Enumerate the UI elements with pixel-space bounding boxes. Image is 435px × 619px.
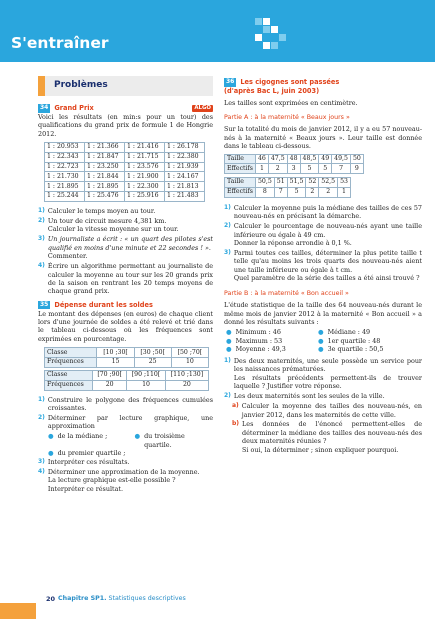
table-cell: 3 bbox=[287, 164, 300, 174]
lap-times-table bbox=[44, 142, 205, 202]
table-cell: 52,5 bbox=[319, 178, 338, 188]
question: 1) Calculer la moyenne puis la médiane des tailles de ces 57 nouveau-nés en précisant la démarche. bbox=[224, 203, 422, 221]
table-cell: 1 : 21.939 bbox=[165, 162, 205, 172]
exercise-34-title bbox=[38, 104, 213, 113]
table-cell: 47,5 bbox=[268, 154, 287, 164]
question: 3) Interpréter ces résultats. bbox=[38, 457, 130, 466]
bullet-group: ● de la médiane ; ● du troisième quartile. ● du premier quartile ; bbox=[48, 432, 185, 458]
exercise-35-title bbox=[38, 301, 213, 310]
table-cell: 49 bbox=[319, 154, 332, 164]
sizes-table-1 bbox=[224, 154, 364, 175]
table-cell: Taille bbox=[225, 178, 256, 188]
banner-title: S'entraîner bbox=[11, 34, 109, 52]
table-row bbox=[45, 143, 205, 153]
table-cell: 1 : 25.476 bbox=[85, 192, 125, 202]
table-cell: 1 : 21.895 bbox=[45, 182, 85, 192]
table-cell: 20 bbox=[93, 380, 127, 390]
exercise-intro: Voici les résultats (en min:s pour un tour) des qualifications du grand prix de formule 1 de Hongrie 2012. bbox=[38, 112, 213, 138]
table-row bbox=[45, 182, 205, 192]
part-b-title: Partie B : à la maternité « Bon accueil » bbox=[224, 289, 349, 297]
table-cell: 51 bbox=[274, 178, 287, 188]
table-cell: 1 : 23.576 bbox=[125, 162, 165, 172]
table-cell: Fréquences bbox=[45, 358, 97, 368]
table-cell: 15 bbox=[97, 358, 134, 368]
table-cell: 1 : 21.730 bbox=[45, 172, 85, 182]
question: 3) Parmi toutes ces tailles, déterminer la plus petite taille t telle qu'au moins les trois quarts des nouveau-nés aient une taille inférieure ou égale à t cm. Quel paramètre de la série des tailles a été ainsi trouvé ? bbox=[224, 248, 422, 283]
table-cell: 1 : 22.380 bbox=[165, 152, 205, 162]
question: 2) Déterminer par lecture graphique, une approximation bbox=[38, 413, 213, 431]
table-row bbox=[45, 172, 205, 182]
table-cell: 5 bbox=[300, 164, 319, 174]
exercise-subtitle: (d'après Bac L, juin 2003) bbox=[224, 86, 320, 95]
table-cell: Taille bbox=[225, 154, 256, 164]
table-cell: 1 : 26.178 bbox=[165, 143, 205, 153]
table-cell: 50 bbox=[350, 154, 363, 164]
table-cell: Fréquences bbox=[45, 380, 93, 390]
stat-item: ● Maximum : 53 bbox=[226, 336, 283, 345]
question: 2) Les deux maternités sont les seules de la ville. bbox=[224, 392, 385, 401]
table-cell: 48 bbox=[287, 154, 300, 164]
table-cell: 2 bbox=[306, 187, 319, 197]
table-cell: 1 : 25.916 bbox=[125, 192, 165, 202]
table-row bbox=[45, 162, 205, 172]
table-cell: 50,5 bbox=[255, 178, 274, 188]
table-cell: 1 : 25.244 bbox=[45, 192, 85, 202]
question: 4) Déterminer une approximation de la moyenne. La lecture graphique est-elle possible ? Interpréter ce résultat. bbox=[38, 467, 200, 493]
table-cell: 1 : 21.813 bbox=[165, 182, 205, 192]
table-cell: 46 bbox=[255, 154, 268, 164]
table-cell: 20 bbox=[165, 380, 208, 390]
table-cell: 2 bbox=[268, 164, 287, 174]
table-cell: [110 ;130] bbox=[165, 370, 208, 380]
table-cell: 10 bbox=[171, 358, 208, 368]
table-row bbox=[45, 152, 205, 162]
heading-stripe bbox=[38, 76, 45, 96]
table-cell: 25 bbox=[134, 358, 171, 368]
stat-item: ● 1er quartile : 48 bbox=[318, 336, 381, 345]
table-cell: 1 : 21.416 bbox=[125, 143, 165, 153]
chapter-banner bbox=[0, 0, 435, 62]
table-cell: 8 bbox=[255, 187, 274, 197]
table-cell: 1 : 21.715 bbox=[125, 152, 165, 162]
table-cell: 1 : 22.343 bbox=[45, 152, 85, 162]
question: 2) Calculer le pourcentage de nouveau-nés ayant une taille inférieure ou égale à 49 cm. Donner la réponse arrondie à 0,1 %. bbox=[224, 222, 422, 248]
table-cell: 53 bbox=[338, 178, 351, 188]
table-cell: 10 bbox=[127, 380, 166, 390]
left-column bbox=[38, 76, 213, 495]
table-cell: 1 : 22.300 bbox=[125, 182, 165, 192]
question: 1) Des deux maternités, une seule possède un service pour les naissances prématurées. Les résultats précédents permettent-ils de trouver laquelle ? Justifier votre réponse. bbox=[224, 356, 422, 391]
question: 2) Un tour de circuit mesure 4,381 km. Calculer la vitesse moyenne sur un tour. bbox=[38, 216, 179, 234]
table-cell: [30 ;50[ bbox=[134, 348, 171, 358]
table-cell: 1 : 20.953 bbox=[45, 143, 85, 153]
table-cell: 51,5 bbox=[287, 178, 306, 188]
table-cell: Classe bbox=[45, 370, 93, 380]
question: 1) Construire le polygone des fréquences cumulées croissantes. bbox=[38, 395, 213, 413]
table-cell: 48,5 bbox=[300, 154, 319, 164]
algo-badge: ALGO bbox=[194, 104, 211, 111]
decor-square bbox=[271, 26, 278, 33]
stat-item: ● Minimum : 46 bbox=[226, 328, 281, 337]
right-column bbox=[224, 78, 422, 456]
exercise-title: Dépense durant les soldes bbox=[54, 300, 153, 309]
page-footer bbox=[0, 590, 435, 610]
part-a-text: Sur la totalité du mois de janvier 2012, il y a eu 57 nouveau-nés à la maternité « Beaux jours ». Leur taille est donnée dans le tableau ci-dessous. bbox=[224, 125, 422, 151]
table-cell: 9 bbox=[350, 164, 363, 174]
table-cell: 7 bbox=[274, 187, 287, 197]
question: 1) Calculer le temps moyen au tour. bbox=[38, 206, 156, 215]
table-cell: Effectifs bbox=[225, 187, 256, 197]
exercise-title: Grand Prix bbox=[54, 104, 94, 112]
question: 4) Écrire un algorithme permettant au journaliste de calculer la moyenne au tour sur les 20 grands prix de la saison en rentrant les 20 temps moyens de chaque grand prix. bbox=[38, 262, 213, 296]
question: 3) Un journaliste a écrit : « un quart des pilotes s'est qualifié en moins d'une minute et 22 secondes ! ». Commenter. bbox=[38, 235, 213, 261]
table-cell: [70 ;90[ bbox=[93, 370, 127, 380]
decor-square bbox=[271, 42, 278, 49]
table-cell: 1 : 21.900 bbox=[125, 172, 165, 182]
exercise-36-title bbox=[224, 78, 422, 87]
part-a-title: Partie A : à la maternité « Beaux jours » bbox=[224, 113, 350, 121]
question: a) Calculer la moyenne des tailles des nouveau-nés, en janvier 2012, dans les maternités de cette ville. bbox=[232, 402, 422, 419]
decor-square bbox=[255, 18, 262, 25]
stat-item: ● Moyenne : 49,3 bbox=[226, 345, 286, 354]
table-cell: 1 : 21.366 bbox=[85, 143, 125, 153]
table-cell: 1 : 21.847 bbox=[85, 152, 125, 162]
table-cell: 52 bbox=[306, 178, 319, 188]
stats-list bbox=[226, 328, 422, 353]
exercise-number: 36 bbox=[226, 78, 235, 86]
table-cell: Effectifs bbox=[225, 164, 256, 174]
table-cell: 1 : 21.895 bbox=[85, 182, 125, 192]
table-cell: 1 : 23.250 bbox=[85, 162, 125, 172]
table-cell: 5 bbox=[319, 164, 332, 174]
spending-table-1 bbox=[44, 347, 209, 368]
decor-square bbox=[263, 26, 270, 33]
table-cell: 1 : 21.483 bbox=[165, 192, 205, 202]
part-b-text: L'étude statistique de la taille des 64 nouveau-nés durant le même mois de janvier 2012 à la maternité « Bon accueil » a donné les résultats suivants : bbox=[224, 301, 422, 326]
exercise-intro: Les tailles sont exprimées en centimètre. bbox=[224, 99, 358, 108]
table-cell: 7 bbox=[332, 164, 351, 174]
spending-table-2 bbox=[44, 370, 209, 391]
stat-item: ● Médiane : 49 bbox=[318, 328, 371, 337]
table-cell: 1 bbox=[255, 164, 268, 174]
footer-tab bbox=[0, 603, 36, 619]
chapter-label: Chapitre SP1. Statistiques descriptives bbox=[58, 595, 186, 602]
table-cell: 1 bbox=[338, 187, 351, 197]
decor-square bbox=[255, 34, 262, 41]
decor-square bbox=[263, 42, 270, 49]
table-cell: 5 bbox=[287, 187, 306, 197]
section-title: Problèmes bbox=[54, 80, 108, 91]
decor-square bbox=[263, 18, 270, 25]
exercise-title: Les cigognes sont passées bbox=[240, 78, 340, 86]
table-cell: 1 : 22.723 bbox=[45, 162, 85, 172]
exercise-number: 34 bbox=[40, 104, 49, 112]
stat-item: ● 3e quartile : 50,5 bbox=[318, 345, 384, 354]
exercise-intro: Le montant des dépenses (en euros) de chaque client lors d'une journée de soldes a été relevé et trié dans le tableau ci-dessous où les fréquences sont exprimées en pourcentage. bbox=[38, 309, 213, 343]
table-cell: [10 ;30[ bbox=[97, 348, 134, 358]
exercise-number: 35 bbox=[40, 300, 49, 308]
table-row bbox=[45, 192, 205, 202]
table-cell: Classe bbox=[45, 348, 97, 358]
table-cell: 49,5 bbox=[332, 154, 351, 164]
table-cell: 2 bbox=[319, 187, 338, 197]
question: b) Les données de l'énoncé permettent-elles de déterminer la médiane des tailles des nouveau-nés des deux maternités réunies ? Si oui, la déterminer ; sinon expliquer pourquoi. bbox=[232, 420, 422, 454]
table-cell: 1 : 24.167 bbox=[165, 172, 205, 182]
table-cell: 1 : 21.844 bbox=[85, 172, 125, 182]
section-heading bbox=[38, 76, 213, 96]
sizes-table-2 bbox=[224, 177, 351, 198]
table-cell: [90 ;110[ bbox=[127, 370, 166, 380]
table-cell: [50 ;70[ bbox=[171, 348, 208, 358]
page-number: 20 bbox=[46, 595, 56, 603]
decor-square bbox=[279, 34, 286, 41]
